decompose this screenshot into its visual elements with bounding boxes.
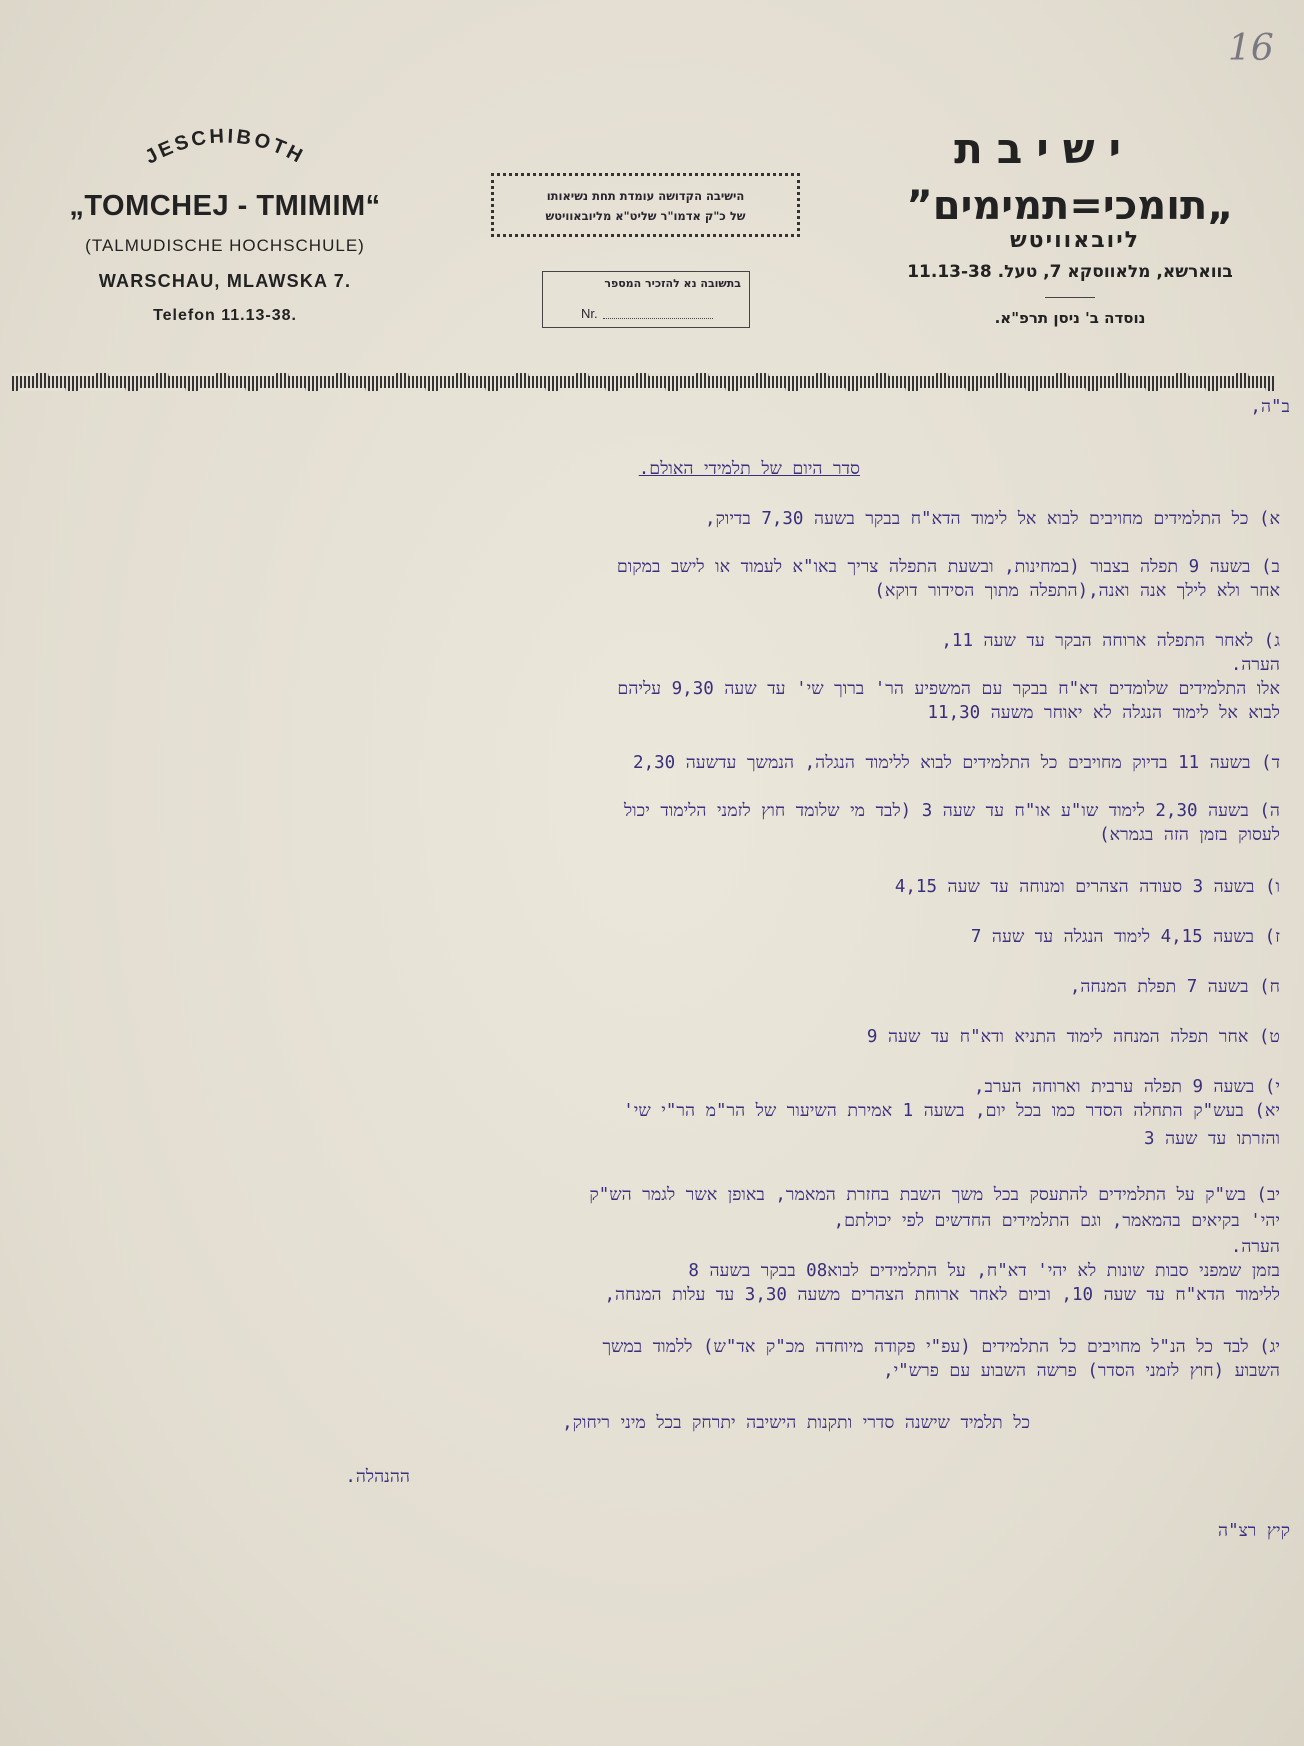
schedule-line: יב) בש"ק על התלמידים להתעסק בכל משך השבת בחזרת המאמר, באופן אשר לגמר הש"ק	[589, 1185, 1280, 1205]
schedule-line: ד) בשעה 11 בדיוק מחויבים כל התלמידים לבוא ללימוד הנגלה, הנמשך עדשעה 2,30	[633, 753, 1280, 773]
letterhead-title-hebrew: „תומכי=תמימים”	[906, 183, 1234, 229]
svg-text:JESCHIBOTH: JESCHIBOTH	[141, 125, 309, 169]
schedule-line: קיץ רצ"ה	[1218, 1521, 1290, 1541]
letterhead-arc-text	[100, 110, 350, 190]
letterhead-yeshiva-hebrew: ישיבת	[954, 124, 1135, 173]
schedule-line: אלו התלמידים שלומדים דא"ח בבקר עם המשפיע הר' ברוך שי' עד שעה 9,30 עליהם	[617, 679, 1280, 699]
letterhead-address: WARSCHAU, MLAWSKA 7.	[98, 271, 352, 291]
letterhead-divider	[12, 373, 1274, 391]
schedule-line: ללימוד הדא"ח עד שעה 10, וביום לאחר ארוחת הצהרים משעה 3,30 עד עלות המנחה,	[604, 1285, 1280, 1305]
schedule-line: הערה.	[1230, 655, 1280, 675]
letterhead-telefon: Telefon 11.13-38.	[153, 307, 297, 324]
schedule-line: יג) לבד כל הנ"ל מחויבים כל התלמידים (עפ"י פקודה מיוחדה מכ"ק אד"ש) ללמוד במשך	[602, 1337, 1280, 1357]
schedule-line: השבוע (חוץ לזמני הסדר) פרשה השבוע עם פרש"י,	[883, 1361, 1280, 1381]
opening-bh: ב"ה,	[1250, 397, 1290, 417]
center-patron-box	[491, 173, 800, 237]
schedule-line: ההנהלה.	[345, 1467, 410, 1487]
schedule-line: לבוא אל לימוד הנגלה לא יאוחר משעה 11,30	[927, 703, 1280, 723]
reference-dotted-line	[603, 318, 713, 319]
schedule-line: ה) בשעה 2,30 לימוד שו"ע או"ח עד שעה 3 (לבד מי שלומד חוץ לזמני הלימוד יכול	[623, 801, 1280, 821]
letterhead-address-hebrew: בווארשא, מלאווסקא 7, טעל. 11.13-38	[907, 262, 1233, 282]
schedule-line: י) בשעה 9 תפלה ערבית וארוחה הערב,	[974, 1077, 1280, 1097]
patron-line-1: הישיבה הקדושה עומדת תחת נשיאותו	[546, 189, 745, 203]
letterhead-subtitle-hebrew: ליובאוויטש	[1010, 228, 1140, 253]
schedule-heading: סדר היום של תלמידי האולם.	[638, 459, 860, 479]
schedule-line: ו) בשעה 3 סעודה הצהרים ומנוחה עד שעה 4,15	[894, 877, 1280, 897]
schedule-line: ז) בשעה 4,15 לימוד הנגלה עד שעה 7	[970, 927, 1280, 947]
schedule-line: ב) בשעה 9 תפלה בצבור (במחינות, ובשעת התפלה צריך באו"א לעמוד או לישב במקום	[616, 557, 1280, 577]
letterhead-subtitle: (TALMUDISCHE HOCHSCHULE)	[85, 236, 365, 255]
reference-nr-label: Nr.	[581, 306, 598, 321]
reference-caption: בתשובה נא להזכיר המספר	[604, 277, 741, 290]
letterhead-rule	[1045, 297, 1095, 298]
folio-number: 16	[1228, 28, 1274, 69]
schedule-line: הערה.	[1230, 1237, 1280, 1257]
schedule-line: והזרתו עד שעה 3	[1143, 1129, 1280, 1149]
schedule-line: יהי' בקיאים בהמאמר, וגם התלמידים החדשים לפי יכולתם,	[833, 1211, 1280, 1231]
letterhead-title-latin: „TOMCHEJ - TMIMIM“	[69, 190, 381, 222]
schedule-line: יא) בעש"ק התחלה הסדר כמו בכל יום, בשעה 1 אמירת השיעור של הר"מ הר"י שי'	[623, 1101, 1280, 1121]
letterhead-founded: נוסדה ב' ניסן תרפ"א.	[994, 309, 1146, 327]
schedule-line: ט) אחר תפלה המנחה לימוד התניא ודא"ח עד שעה 9	[866, 1027, 1280, 1047]
schedule-line: אחר ולא לילך אנה ואנה,(התפלה מתוך הסידור דוקא)	[874, 581, 1280, 601]
schedule-line: ח) בשעה 7 תפלת המנחה,	[1069, 977, 1280, 997]
schedule-line: בזמן שמפני סבות שונות לא יהי' דא"ח, על התלמידים לבוא08 בבקר בשעה 8	[688, 1261, 1280, 1281]
schedule-line: כל תלמיד שישנה סדרי ותקנות הישיבה יתרחק בכל מיני ריחוק,	[562, 1413, 1030, 1433]
schedule-line: לעסוק בזמן הזה בגמרא)	[1099, 825, 1280, 845]
schedule-line: ג) לאחר התפלה ארוחה הבקר עד שעה 11,	[941, 631, 1280, 651]
schedule-line: א) כל התלמידים מחויבים לבוא אל לימוד הדא"ח בבקר בשעה 7,30 בדיוק,	[704, 509, 1280, 529]
reference-number-box	[542, 271, 750, 328]
patron-line-2: של כ"ק אדמו"ר שליט"א מליובאוויטש	[545, 209, 746, 223]
